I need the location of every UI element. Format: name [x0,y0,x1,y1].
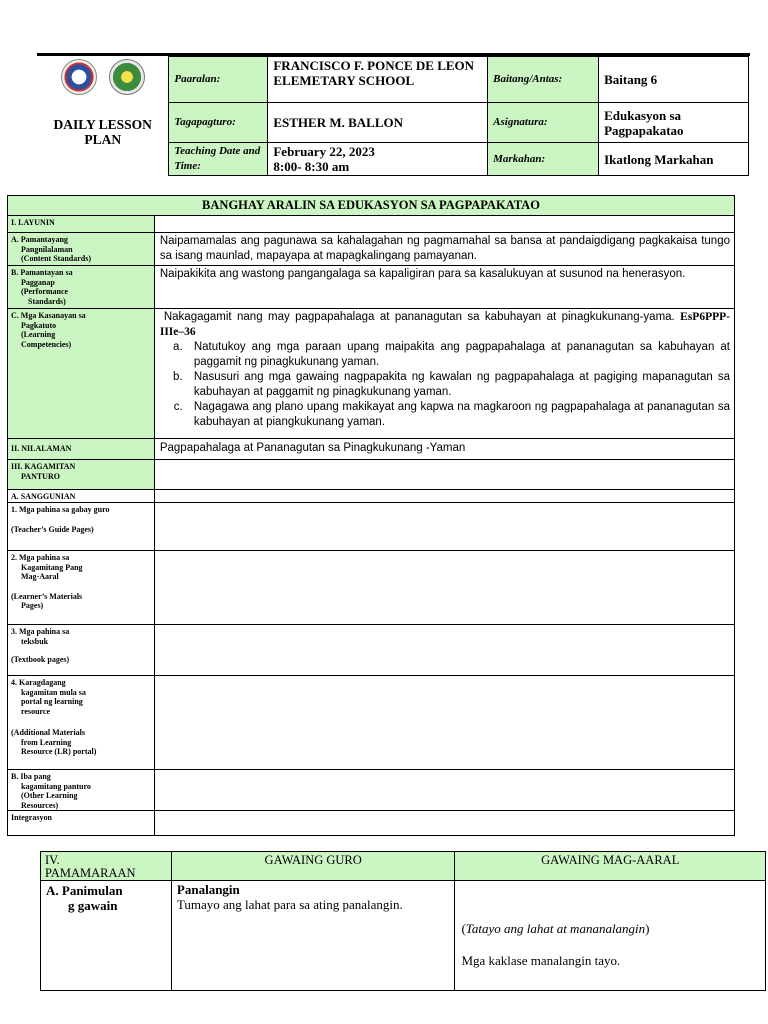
lesson-plan-table [7,195,735,836]
mag-aaral-prayer: Mga kaklase manalangin tayo. [461,953,621,968]
school-value: FRANCISCO F. PONCE DE LEON ELEMETARY SCHOOL [268,57,488,103]
label-line: 2. Mga pahina sa [11,553,70,562]
label-line: 3. Mga pahina sa [11,627,70,636]
header-line: IV. [45,853,60,867]
subject-label: Asignatura: [488,103,599,143]
quarter-label: Markahan: [488,143,599,176]
label-line: portal ng learning [21,697,83,706]
label-line: (Learner’s Materials [11,591,83,601]
label-line: kagamitang panturo [21,781,91,791]
additional-materials-label [8,676,155,770]
deped-seal-logo [61,59,97,95]
label-line: C. Mga Kasanayan sa [11,311,86,320]
competency-list [160,340,730,430]
grade-value: Baitang 6 [599,57,749,103]
header-line: PAMAMARAAN [45,866,136,880]
grade-label: Baitang/Antas: [488,57,599,103]
label-line: (Content Standards) [21,254,92,263]
other-resources-content [154,770,734,811]
textbook-pages-label [8,625,155,676]
label-line: Pagkatuto [21,320,57,330]
label-line: B. Pamantayan sa [11,268,73,277]
label-line: Pages) [21,601,44,610]
learning-competencies-label [8,309,155,439]
mag-aaral-activity [455,881,766,991]
additional-materials-content [154,676,734,770]
competency-item: b. Nasusuri ang mga gawaing nagpapakita ng kawalan ng pagpapahalaga at pagiging mapanagutan sa kabuhayan at paggamit ng pinagkukunang yaman. [186,370,730,400]
panalangin-title: Panalangin [176,882,240,897]
learner-materials-label [8,551,155,625]
header-logo-cell [37,57,169,176]
layunin-content [154,216,734,233]
competency-intro: Nakagagamit nang may pagpapahalaga at pananagutan sa kabuhayan at pinagkukunang-yama. [163,311,675,323]
mag-aaral-italic: Tatayo ang lahat at mananalangin [465,921,646,936]
performance-standards-text: Naipakikita ang wastong pangangalaga sa kapaligiran para sa kasalukuyan at susunod na henerasyon. [154,266,734,309]
teacher-guide-pages-content [154,503,734,551]
nilalaman-label: II. NILALAMAN [8,439,155,460]
sanggunian-content [154,490,734,503]
label-line: resource [21,706,51,716]
pamamaraan-header [41,852,172,881]
content-standards-text: Naipamamalas ang pagunawa sa kahalagahan ng pagmamahal sa bansa at pandaigdigang pagkakaisa tungo sa isang maunlad, mapayapa at mapagkalingang pamayanan. [154,233,734,266]
label-line: Pagganap [21,277,55,287]
label-line: III. KAGAMITAN [11,462,76,471]
label-line: Pangnilalaman [21,244,73,254]
integrasyon-content [154,811,734,836]
date-label: Teaching Date and Time: [169,143,268,176]
label-line: 4. Karagdagang [11,678,66,687]
guro-activity [171,881,455,991]
panimulang-gawain-label [41,881,172,991]
quarter-value: Ikatlong Markahan [599,143,749,176]
label-line: (Additional Materials [11,728,85,737]
lesson-plan-title: BANGHAY ARALIN SA EDUKASYON SA PAGPAPAKATAO [8,196,735,216]
other-resources-label [8,770,155,811]
label-line: (Learning [21,330,56,339]
layunin-label: I. LAYUNIN [8,216,155,233]
label-line: (Performance [21,287,69,296]
kagamitan-content [154,460,734,490]
kagamitan-label [8,460,155,490]
header-table [37,56,749,176]
date-value: February 22, 2023 [273,144,375,159]
label-line: from Learning [21,737,72,747]
label-line: Kagamitang Pang [21,562,83,572]
label-line: A. Pamantayang [11,235,68,244]
label-line: (Textbook pages) [11,655,70,664]
label-line: 1. Mga pahina sa gabay guro [11,505,110,514]
time-value: 8:00- 8:30 am [273,159,350,174]
label-line: PANTURO [21,471,60,481]
label-line: (Other Learning [21,791,78,800]
competency-item: c. Nagagawa ang plano upang makikayat ang kapwa na magkaroon ng pagpapahalaga at pananagutan sa kabuhayan at piangkukunang yaman. [186,400,730,430]
step-line: g gawain [68,898,118,913]
performance-standards-label [8,266,155,309]
learning-competencies-content [154,309,734,439]
gawaing-mag-aaral-header: GAWAING MAG-AARAL [455,852,766,881]
label-line: Resource (LR) portal) [21,747,97,756]
content-standards-label [8,233,155,266]
guro-instruction: Tumayo ang lahat para sa ating panalangin. [176,897,403,912]
school-label: Paaralan: [169,57,268,103]
textbook-pages-content [154,625,734,676]
plan-title: DAILY LESSON PLAN [53,116,152,147]
sanggunian-label: A. SANGGUNIAN [8,490,155,503]
teacher-guide-pages-label [8,503,155,551]
learner-materials-content [154,551,734,625]
nilalaman-text: Pagpapahalaga at Pananagutan sa Pinagkukunang -Yaman [154,439,734,460]
date-time-value [268,143,488,176]
label-line: Competencies) [21,339,72,349]
subject-value: Edukasyon sa Pagpapakatao [599,103,749,143]
label-line: (Teacher’s Guide Pages) [11,524,94,534]
competency-code: EsP6PPP- IIIe–36 [159,311,730,338]
competency-item: a. Natutukoy ang mga paraan upang maipakita ang pagpapahalaga at pananagutan sa kabuhayan at paggamit ng pinagkukunang yaman. [186,340,730,370]
gawaing-guro-header: GAWAING GURO [171,852,455,881]
step-line: A. Panimulan [46,883,123,898]
label-line: kagamitan mula sa [21,687,86,697]
procedure-table [40,851,766,991]
label-line: B. Iba pang [11,772,51,781]
teacher-label: Tagapagturo: [169,103,268,143]
teacher-value: ESTHER M. BALLON [268,103,488,143]
label-line: Standards) [28,296,66,306]
label-line: Mag-Aaral [21,572,59,581]
label-line: teksbuk [21,636,49,646]
label-line: Resources) [21,800,59,810]
integrasyon-label: Integrasyon [8,811,155,836]
mag-aaral-response: (Tatayo ang lahat at mananalangin) [461,921,650,936]
school-seal-logo [109,59,145,95]
